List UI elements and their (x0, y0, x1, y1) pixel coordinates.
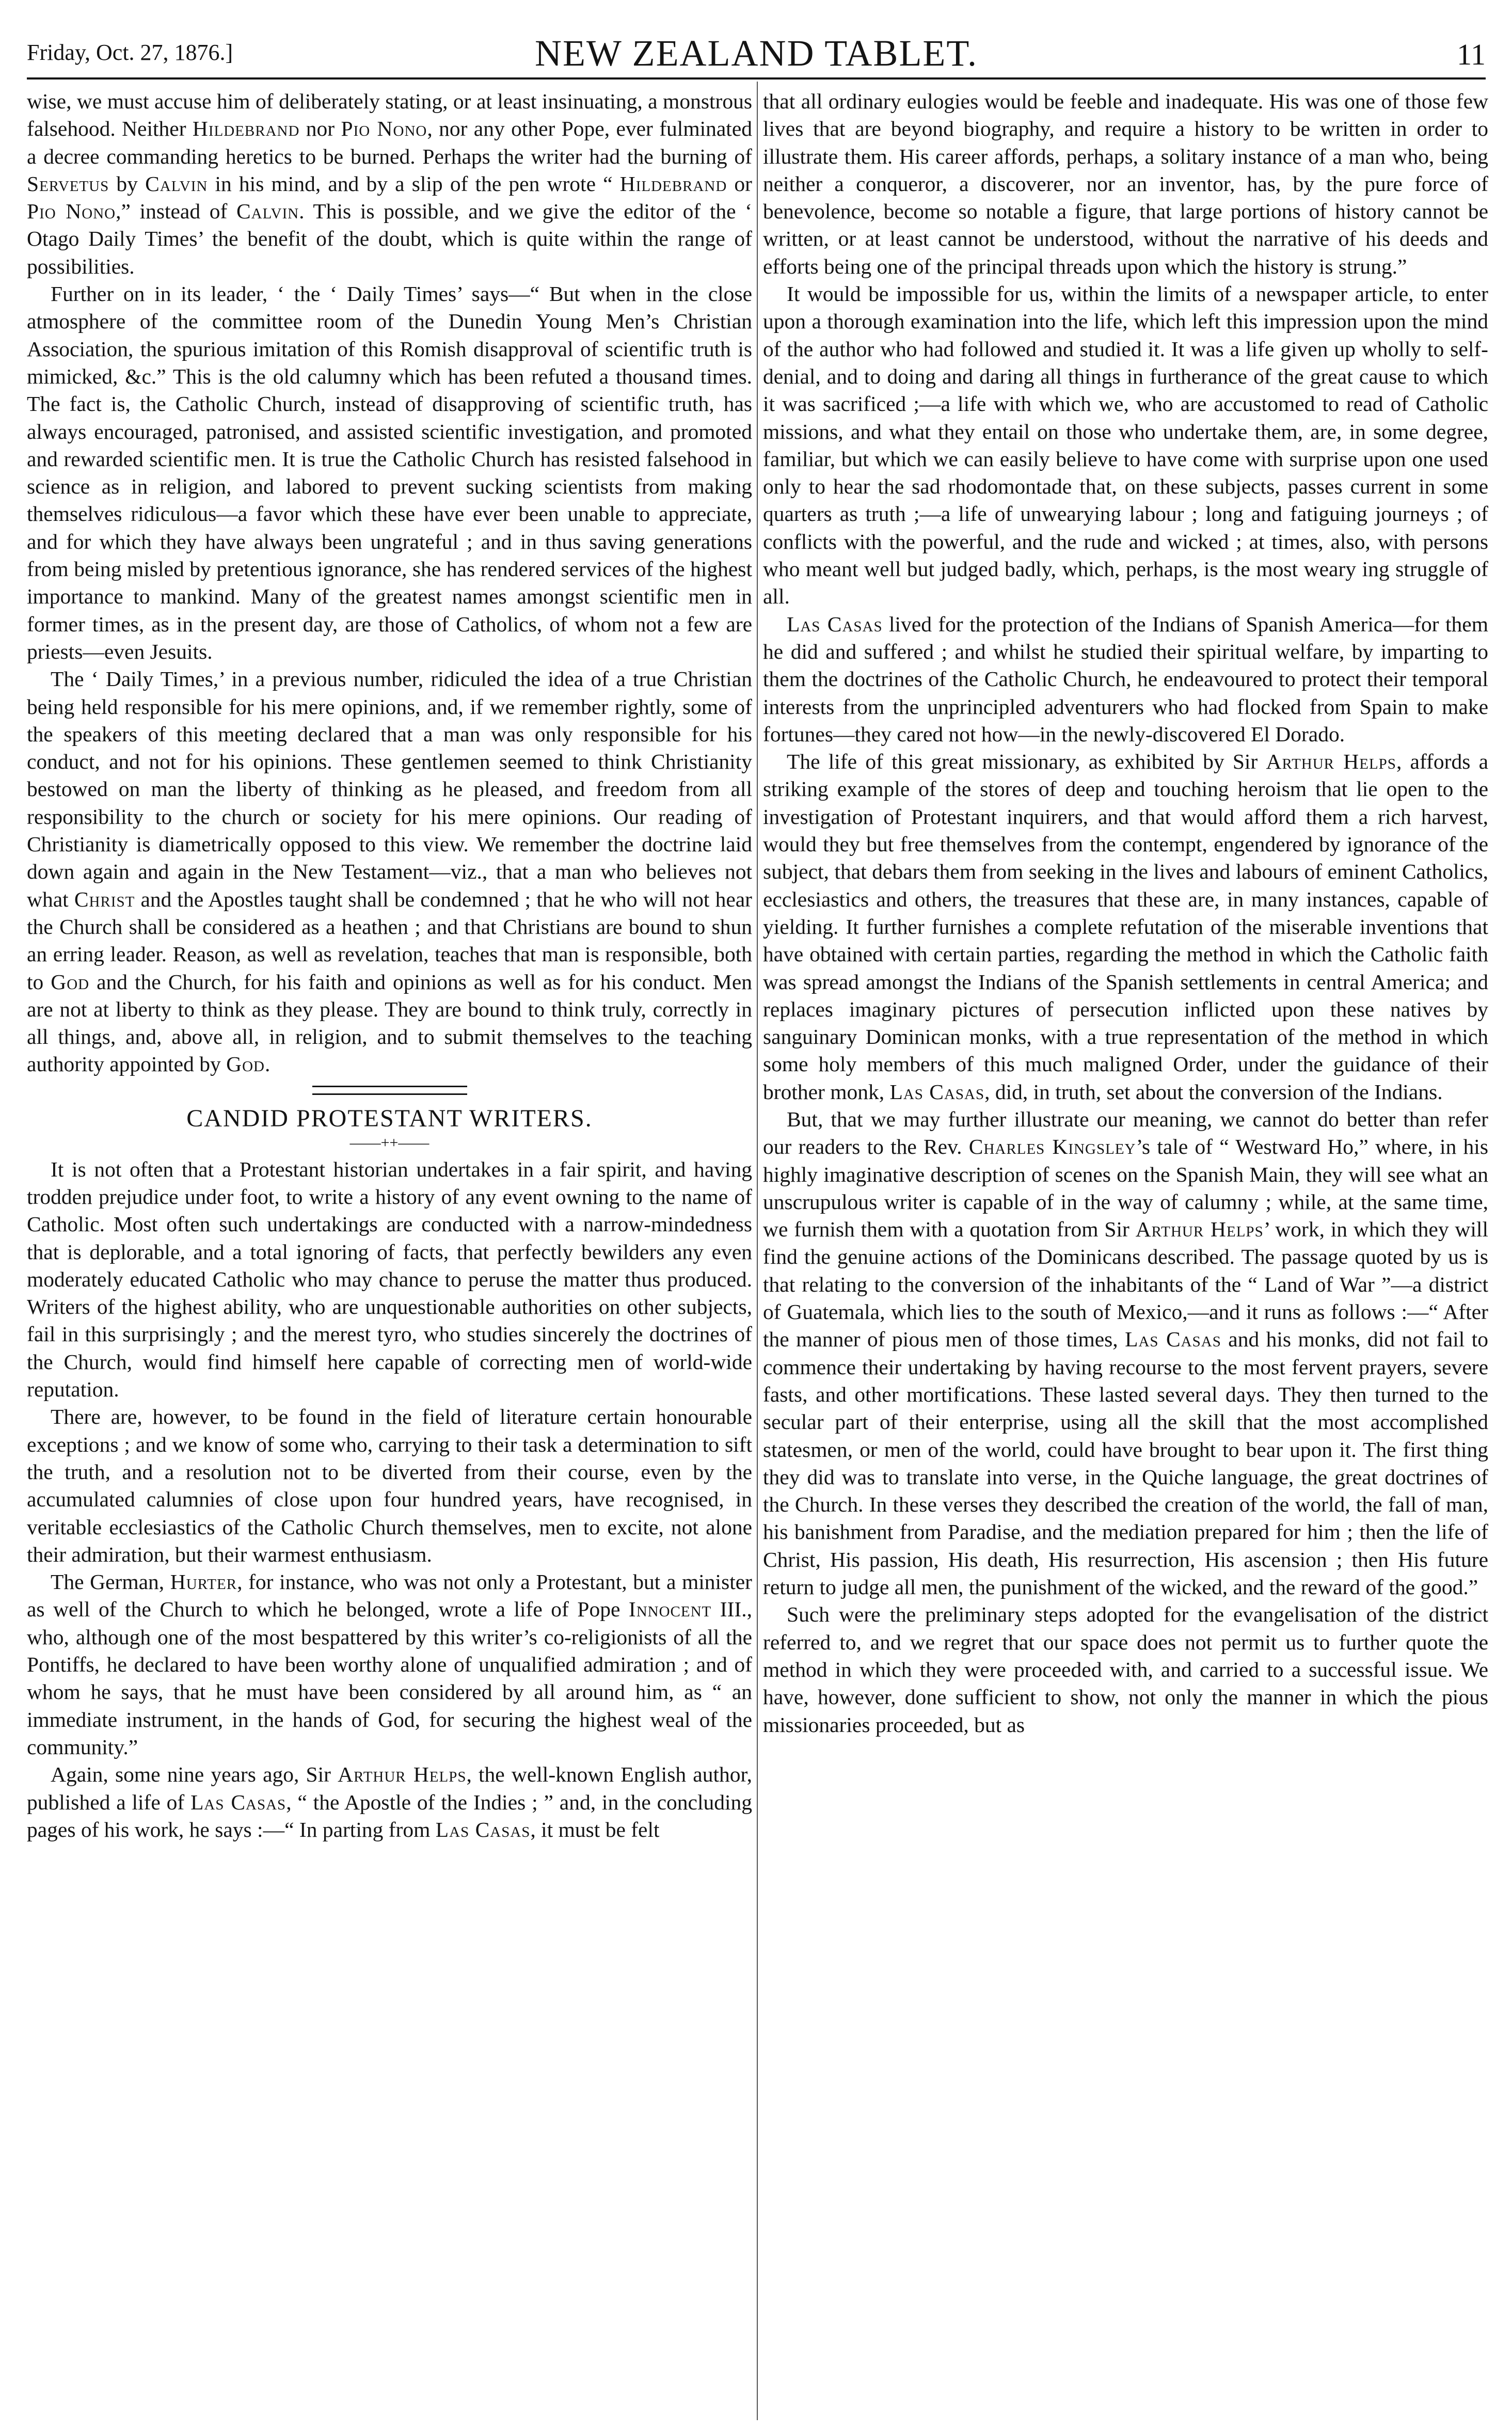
paragraph: that all ordinary eulogies would be feeble and inadequate. His was one of those few lives that are beyond biography, and require a history to be written in order to illustrate them. His career affords, perhaps, a solitary instance of a man who, being neither a conqueror, a discoverer, nor an inventor, has, by the pure force of benevolence, become so notable a figure, that large portions of history cannot be written, or at least cannot be understood, without the narrative of his deeds and efforts being one of the principal threads upon which the history is strung.” (763, 89, 1488, 278)
header-rule (27, 77, 1486, 80)
paragraph: The ‘ Daily Times,’ in a previous number, ridiculed the idea of a true Christian being held responsible for his mere opinions, and, if we remember rightly, some of the speakers of this meeting declared that a man was only responsible for his conduct, and not for his opinions. These gentlemen seemed to think Christianity bestowed on man the liberty of thinking as he pleased, and freedom from all responsibility to the church or society for his mere opinions. Our reading of Christianity is diametrically opposed to this view. We remember the doctrine laid down again and again in the New Testament—viz., that a man who believes not what Christ and the Apostles taught shall be condemned ; that he who will not hear the Church shall be considered as a heathen ; and that Christians are bound to shun an erring leader. Reason, as well as revelation, teaches that man is responsible, both to God and the Church, for his faith and opinions as well as for his conduct. Men are not at liberty to think as they please. They are bound to think truly, correctly in all things, and, above all, in religion, and to submit themselves to the teaching authority appointed by God. (27, 667, 752, 1076)
paragraph: But, that we may further illustrate our meaning, we cannot do better than refer our readers to the Rev. Charles Kingsley’s tale of “ Westward Ho,” where, in his highly imaginative description of scenes on the Spanish Main, they will see what an unscrupulous writer is capable of in the way of calumny ; while, at the same time, we furnish them with a quotation from Sir Arthur Helps’ work, in which they will find the genuine actions of the Dominicans described. The passage quoted by us is that relating to the conversion of the inhabitants of the “ Land of War ”—a district of Guatemala, which lies to the south of Mexico,—and it runs as follows :—“ After the manner of pious men of those times, Las Casas and his monks, did not fail to commence their undertaking by having recourse to the most fervent prayers, severe fasts, and other mortifications. These lasted several days. They then turned to the secular part of their enterprise, using all the skill that the most accomplished statesmen, or men of the world, could have brought to bear upon it. The first thing they did was to translate into verse, in the Quiche language, the great doctrines of the Church. In these verses they described the creation of the world, the fall of man, his banishment from Paradise, and the mediation prepared for him ; then the life of Christ, His passion, His death, His resurrection, His ascension ; then His future return to judge all men, the punishment of the wicked, and the reward of the good.” (763, 1107, 1488, 1599)
paragraph: wise, we must accuse him of deliberately stating, or at least insinuating, a monstrous falsehood. Neither Hildebrand nor Pio Nono, nor any other Pope, ever fulminated a decree commanding heretics to be burned. Perhaps the writer had the burning of Servetus by Calvin in his mind, and by a slip of the pen wrote “ Hildebrand or Pio Nono,” instead of Calvin. This is possible, and we give the editor of the ‘ Otago Daily Times’ the benefit of the doubt, which is quite within the range of possibilities. (27, 89, 752, 278)
page-number: 11 (1457, 38, 1486, 71)
section-divider (312, 1086, 467, 1095)
paragraph: Las Casas lived for the protection of the Indians of Spanish America—for them he did and suffered ; and whilst he studied their spiritual welfare, by imparting to them the doctrines of the Catholic Church, he endeavoured to protect their temporal interests from the unprincipled adventurers who had flocked from Spain to make fortunes—they cared not how—in the newly-discovered El Dorado. (763, 612, 1488, 746)
newspaper-title: NEW ZEALAND TABLET. (534, 33, 978, 74)
column-divider (757, 82, 758, 2420)
heading-ornament: ——++—— (349, 1134, 429, 1151)
paragraph: It would be impossible for us, within the limits of a newspaper article, to enter upon a thorough examination into the life, which left this impression upon the mind of the author who had followed and studied it. It was a life given up wholly to self-denial, and to doing and daring all things in furtherance of the great cause to which it was sacrificed ;—a life with which we, who are accustomed to read of Catholic missions, and what they entail on those who undertake them, are, in some degree, familiar, but which we can easily believe to have come with surprise upon one used only to hear the sad rhodomontade that, on these subjects, passes current in some quarters as truth ;—a life of unwearying labour ; long and fatiguing journeys ; of conflicts with the powerful, and the rude and wicked ; at times, also, with persons who meant well but judged badly, which, perhaps, is the most weary ing struggle of all. (763, 282, 1488, 609)
paragraph: Again, some nine years ago, Sir Arthur Helps, the well-known English author, published a life of Las Casas, “ the Apostle of the Indies ; ” and, in the concluding pages of his work, he says :—“ In parting from Las Casas, it must be felt (27, 1762, 752, 1841)
right-column (763, 88, 1488, 2416)
issue-date: Friday, Oct. 27, 1876.] (27, 40, 233, 65)
paragraph: There are, however, to be found in the field of literature certain honourable exceptions ; and we know of some who, carrying to their task a determination to sift the truth, and a resolution not to be diverted from their course, even by the accumulated calumnies of close upon four hundred years, have recognised, in veritable ecclesiastics of the Catholic Church themselves, men to excite, not alone their admiration, but their warmest enthusiasm. (27, 1405, 752, 1566)
paragraph: Such were the preliminary steps adopted for the evangelisation of the district referred to, and we regret that our space does not permit us to further quote the method in which they were proceeded with, and carried to a successful issue. We have, however, done sufficient to show, not only the manner in which the pious missionaries proceeded, but as (763, 1602, 1488, 1737)
paragraph: The life of this great missionary, as exhibited by Sir Arthur Helps, affords a striking example of the stores of deep and touching heroism that lie open to the investigation of Protestant inquirers, and that would afford them a rich harvest, would they but free themselves from the contempt, engendered by ignorance of the subject, that debars them from seeking in the lives and labours of eminent Catholics, ecclesiastics and others, the treasures that these are, in many instances, capable of yielding. It further furnishes a complete refutation of the miserable inventions that have obtained with certain parties, regarding the method in which the Catholic faith was spread amongst the Indians of the Spanish settlements in central America; and replaces imaginary pictures of persecution inflicted upon these natives by sanguinary Dominican monks, with a true representation of the method in which some holy members of this much maligned Order, under the guidance of their brother monk, Las Casas, did, in truth, set about the conversion of the Indians. (763, 750, 1488, 1104)
paragraph: The German, Hurter, for instance, who was not only a Protestant, but a minister as well of the Church to which he belonged, wrote a life of Pope Innocent III., who, although one of the most bespattered by this writer’s co-religionists of all the Pontiffs, he declared to have been worthy alone of unqualified admiration ; and of whom he says, that he must have been considered by all around him, as “ an immediate instrument, in the hands of God, for securing the highest weal of the community.” (27, 1570, 752, 1759)
left-column (27, 88, 752, 2416)
section-heading: CANDID PROTESTANT WRITERS. (186, 1104, 593, 1132)
paragraph: It is not often that a Protestant historian undertakes in a fair spirit, and having trodden prejudice under foot, to write a history of any event owning to the name of Catholic. Most often such undertakings are conducted with a narrow-mindedness that is deplorable, and a total ignoring of facts, that perfectly bewilders any even moderately educated Catholic who may chance to peruse the matter thus produced. Writers of the highest ability, who are unquestionable authorities on other subjects, fail in this surprisingly ; and the merest tyro, who studies sincerely the doctrines of the Church, would find himself here capable of correcting men of world-wide reputation. (27, 1157, 752, 1402)
paragraph: Further on in its leader, ‘ the ‘ Daily Times’ says—“ But when in the close atmosphere of the committee room of the Dunedin Young Men’s Christian Association, the spurious imitation of this Romish disapproval of scientific truth is mimicked, &c.” This is the old calumny which has been refuted a thousand times. The fact is, the Catholic Church, instead of disapproving of scientific truth, has always encouraged, patronised, and assisted scientific investigation, and promoted and rewarded scientific men. It is true the Catholic Church has resisted falsehood in science as in religion, and labored to prevent sucking scientists from making themselves ridiculous—a favor which these have ever been unable to appreciate, and for which they have always been ungrateful ; and in thus saving generations from being misled by pretentious ignorance, she has rendered services of the highest importance to mankind. Many of the greatest names amongst scientific men in former times, as in the present day, are those of Catholics, of whom not a few are priests—even Jesuits. (27, 282, 752, 663)
